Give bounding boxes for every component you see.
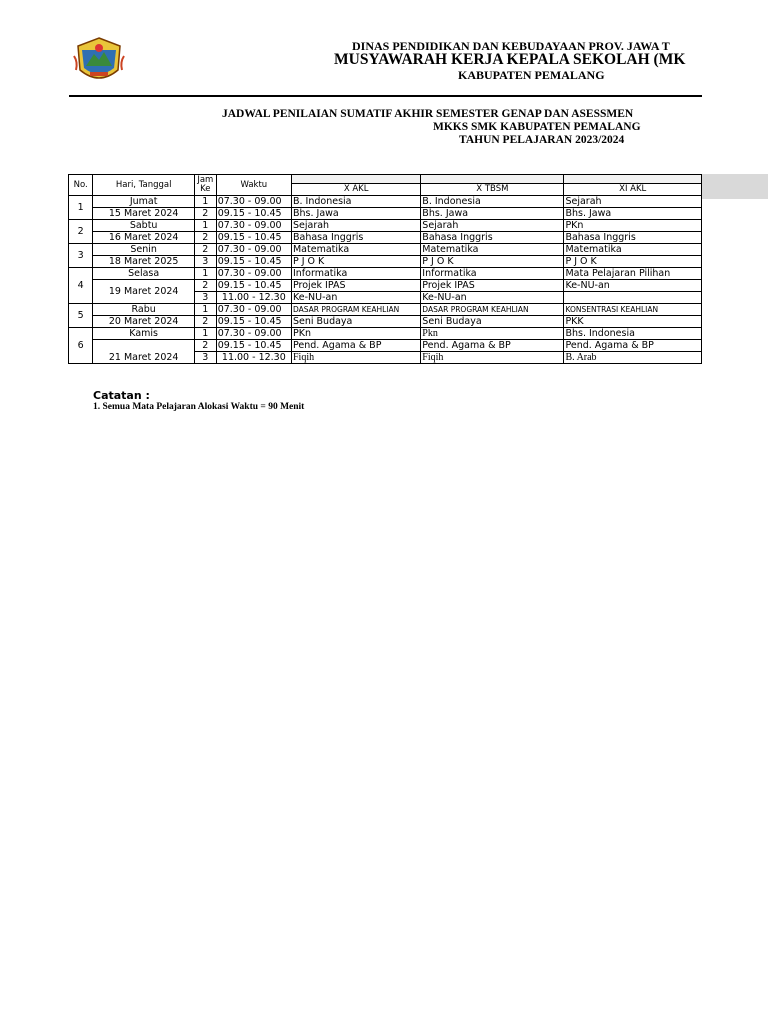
table-row	[69, 268, 702, 280]
cell-x-tbsm: Seni Budaya	[421, 316, 564, 328]
row-jam: 2	[194, 280, 216, 292]
row-day: Kamis	[93, 328, 195, 340]
doc-year: TAHUN PELAJARAN 2023/2024	[459, 134, 625, 146]
doc-title: JADWAL PENILAIAN SUMATIF AKHIR SEMESTER GENAP DAN ASESSMEN	[222, 108, 634, 120]
pemalang-emblem-icon	[72, 36, 126, 86]
cell-x-akl: Sejarah	[291, 220, 420, 232]
row-jam: 1	[194, 196, 216, 208]
row-day: Jumat	[93, 196, 195, 208]
cell-x-akl: Bhs. Jawa	[291, 208, 420, 220]
cell-xi-akl: Sejarah	[564, 196, 702, 208]
row-day: Selasa	[93, 268, 195, 280]
cell-x-akl: Bahasa Inggris	[291, 232, 420, 244]
row-waktu: 07.30 - 09.00	[216, 328, 291, 340]
notes-item: 1. Semua Mata Pelajaran Alokasi Waktu = 90 Menit	[93, 402, 305, 412]
cell-x-tbsm: Bhs. Jawa	[421, 208, 564, 220]
col-header-xi-akl: XI AKL	[564, 184, 702, 196]
row-waktu: 09.15 - 10.45	[216, 280, 291, 292]
cell-xi-akl: Bhs. Indonesia	[564, 328, 702, 340]
col-header-waktu: Waktu	[216, 175, 291, 196]
schedule-table	[68, 174, 702, 364]
col-header-jam: Jam Ke	[194, 175, 216, 196]
table-row	[69, 196, 702, 208]
cell-xi-akl: KONSENTRASI KEAHLIAN	[564, 304, 702, 316]
table-header-row-top	[69, 175, 702, 184]
row-waktu: 09.15 - 10.45	[216, 316, 291, 328]
row-jam: 1	[194, 304, 216, 316]
table-row	[69, 208, 702, 220]
col-header-no: No.	[69, 175, 93, 196]
cell-x-akl: Ke-NU-an	[291, 292, 420, 304]
row-date: 19 Maret 2024	[93, 280, 195, 304]
row-day: Sabtu	[93, 220, 195, 232]
row-jam: 1	[194, 328, 216, 340]
cell-x-akl: PKn	[291, 328, 420, 340]
doc-subtitle: MKKS SMK KABUPATEN PEMALANG	[433, 121, 641, 133]
cell-x-tbsm: P J O K	[421, 256, 564, 268]
table-row	[69, 220, 702, 232]
table-row	[69, 232, 702, 244]
row-jam: 2	[194, 208, 216, 220]
cell-x-tbsm: Matematika	[421, 244, 564, 256]
row-jam: 3	[194, 352, 216, 364]
cell-xi-akl: PKn	[564, 220, 702, 232]
cell-x-akl: B. Indonesia	[291, 196, 420, 208]
row-waktu: 09.15 - 10.45	[216, 208, 291, 220]
row-jam: 2	[194, 244, 216, 256]
sheet-overflow-area	[702, 174, 768, 199]
table-row	[69, 316, 702, 328]
row-date: 21 Maret 2024	[93, 340, 195, 364]
header-divider	[69, 95, 702, 97]
class-group-header	[291, 175, 420, 184]
cell-xi-akl: P J O K	[564, 256, 702, 268]
row-waktu: 09.15 - 10.45	[216, 232, 291, 244]
row-day: Rabu	[93, 304, 195, 316]
cell-xi-akl	[564, 292, 702, 304]
table-row	[69, 328, 702, 340]
cell-x-tbsm: Fiqih	[421, 352, 564, 364]
row-waktu: 11.00 - 12.30	[216, 352, 291, 364]
cell-x-akl: Fiqih	[291, 352, 420, 364]
row-date: 20 Maret 2024	[93, 316, 195, 328]
cell-xi-akl: PKK	[564, 316, 702, 328]
cell-xi-akl: Pend. Agama & BP	[564, 340, 702, 352]
row-waktu: 07.30 - 09.00	[216, 196, 291, 208]
table-row	[69, 304, 702, 316]
cell-xi-akl: Bahasa Inggris	[564, 232, 702, 244]
cell-x-akl: Seni Budaya	[291, 316, 420, 328]
row-jam: 3	[194, 256, 216, 268]
row-no: 4	[69, 268, 93, 304]
row-jam: 2	[194, 340, 216, 352]
row-jam: 2	[194, 316, 216, 328]
cell-x-tbsm: Bahasa Inggris	[421, 232, 564, 244]
cell-xi-akl: Ke-NU-an	[564, 280, 702, 292]
cell-x-tbsm: Informatika	[421, 268, 564, 280]
cell-x-tbsm: Pend. Agama & BP	[421, 340, 564, 352]
header-agency: DINAS PENDIDIKAN DAN KEBUDAYAAN PROV. JAWA T	[352, 39, 670, 53]
table-row	[69, 256, 702, 268]
row-no: 2	[69, 220, 93, 244]
table-row	[69, 244, 702, 256]
row-waktu: 09.15 - 10.45	[216, 256, 291, 268]
row-jam: 1	[194, 268, 216, 280]
row-waktu: 11.00 - 12.30	[216, 292, 291, 304]
row-day: Senin	[93, 244, 195, 256]
row-waktu: 09.15 - 10.45	[216, 340, 291, 352]
cell-x-akl: P J O K	[291, 256, 420, 268]
cell-x-akl: Projek IPAS	[291, 280, 420, 292]
row-jam: 1	[194, 220, 216, 232]
cell-xi-akl: B. Arab	[564, 352, 702, 364]
row-no: 1	[69, 196, 93, 220]
class-group-header	[421, 175, 564, 184]
row-waktu: 07.30 - 09.00	[216, 304, 291, 316]
row-waktu: 07.30 - 09.00	[216, 220, 291, 232]
cell-x-tbsm: Pkn	[421, 328, 564, 340]
header-regency: KABUPATEN PEMALANG	[458, 68, 605, 82]
cell-xi-akl: Mata Pelajaran Pilihan	[564, 268, 702, 280]
cell-xi-akl: Bhs. Jawa	[564, 208, 702, 220]
header-organization: MUSYAWARAH KERJA KEPALA SEKOLAH (MK	[334, 51, 686, 68]
cell-x-akl: DASAR PROGRAM KEAHLIAN	[291, 304, 420, 316]
row-date: 16 Maret 2024	[93, 232, 195, 244]
cell-x-akl: Matematika	[291, 244, 420, 256]
cell-x-akl: Pend. Agama & BP	[291, 340, 420, 352]
cell-x-tbsm: B. Indonesia	[421, 196, 564, 208]
cell-x-tbsm: Ke-NU-an	[421, 292, 564, 304]
row-no: 6	[69, 328, 93, 364]
cell-x-tbsm: Sejarah	[421, 220, 564, 232]
row-jam: 3	[194, 292, 216, 304]
row-no: 3	[69, 244, 93, 268]
row-waktu: 07.30 - 09.00	[216, 268, 291, 280]
table-row	[69, 340, 702, 352]
row-date: 15 Maret 2024	[93, 208, 195, 220]
row-waktu: 07.30 - 09.00	[216, 244, 291, 256]
class-group-header	[564, 175, 702, 184]
row-date: 18 Maret 2025	[93, 256, 195, 268]
row-no: 5	[69, 304, 93, 328]
cell-x-akl: Informatika	[291, 268, 420, 280]
letterhead	[0, 0, 702, 100]
col-header-hari: Hari, Tanggal	[93, 175, 195, 196]
cell-xi-akl: Matematika	[564, 244, 702, 256]
notes-title: Catatan :	[93, 389, 150, 402]
row-jam: 2	[194, 232, 216, 244]
cell-x-tbsm: Projek IPAS	[421, 280, 564, 292]
cell-x-tbsm: DASAR PROGRAM KEAHLIAN	[421, 304, 564, 316]
table-row	[69, 280, 702, 292]
col-header-x-tbsm: X TBSM	[421, 184, 564, 196]
col-header-x-akl: X AKL	[291, 184, 420, 196]
